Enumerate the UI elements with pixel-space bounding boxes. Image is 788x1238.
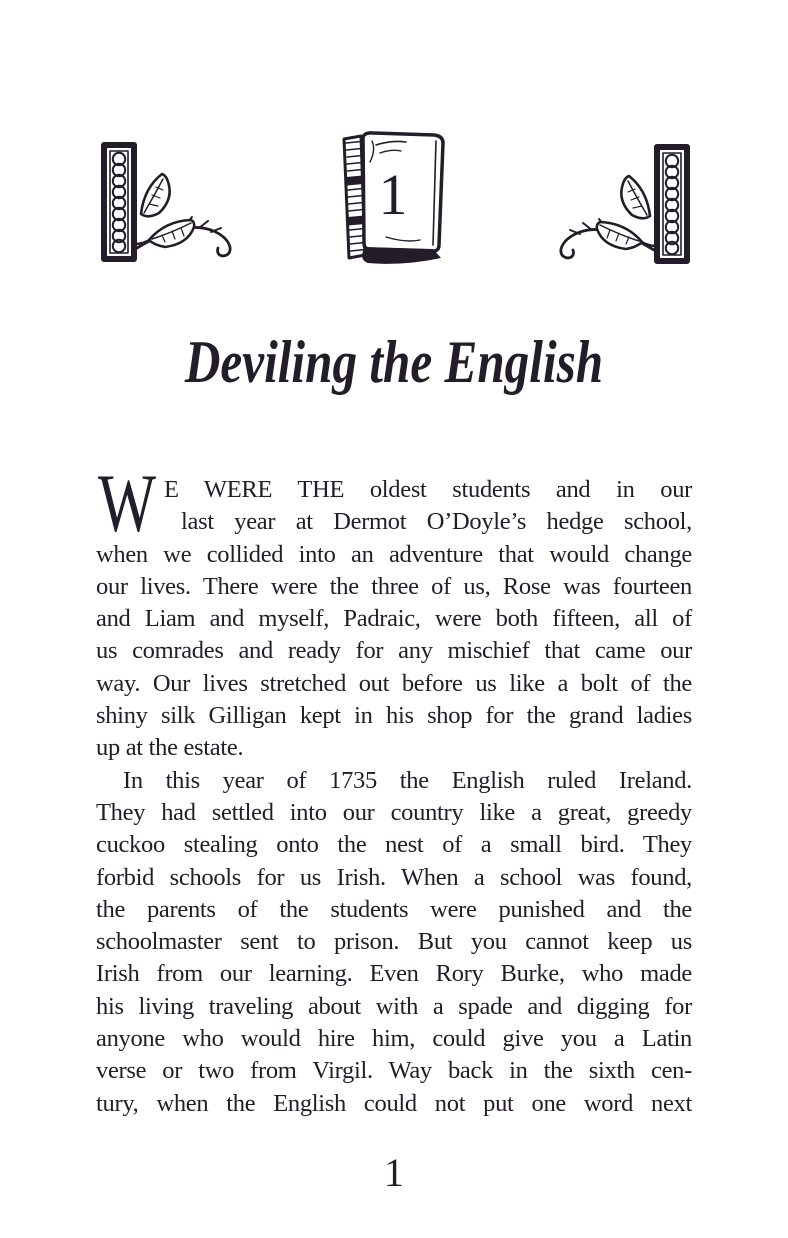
body-line: schoolmaster sent to prison. But you cannot keep us bbox=[96, 928, 692, 956]
body-line: E WERE THE oldest students and in our bbox=[164, 476, 692, 503]
celtic-knot-right-ornament-icon bbox=[552, 142, 692, 272]
body-line: anyone who would hire him, could give you a Latin bbox=[96, 1025, 692, 1053]
body-line: tury, when the English could not put one word next bbox=[96, 1089, 692, 1117]
celtic-knot-left-ornament-icon bbox=[99, 140, 239, 270]
body-line: verse or two from Virgil. Way back in the sixth cen- bbox=[96, 1057, 692, 1085]
body-line: way. Our lives stretched out before us like a bolt of the bbox=[96, 669, 692, 697]
body-line: shiny silk Gilligan kept in his shop for the grand ladies bbox=[96, 702, 692, 730]
body-line: our lives. There were the three of us, Rose was fourteen bbox=[96, 572, 692, 600]
body-line: up at the estate. bbox=[96, 734, 244, 762]
body-line: They had settled into our country like a great, greedy bbox=[96, 798, 692, 826]
body-line: Irish from our learning. Even Rory Burke, who made bbox=[96, 960, 692, 988]
body-line: cuckoo stealing onto the nest of a small bird. They bbox=[96, 831, 692, 859]
body-text bbox=[96, 474, 692, 1120]
body-line: forbid schools for us Irish. When a school was found, bbox=[96, 863, 692, 891]
dropcap-letter: W bbox=[98, 457, 156, 549]
body-line: and Liam and myself, Padraic, were both fifteen, all of bbox=[96, 605, 692, 633]
body-line: when we collided into an adventure that would change bbox=[96, 540, 692, 568]
body-line: last year at Dermot O’Doyle’s hedge school, bbox=[181, 508, 692, 536]
chapter-title: Deviling the English bbox=[184, 329, 604, 395]
body-line: In this year of 1735 the English ruled Ireland. bbox=[123, 766, 692, 794]
body-line: us comrades and ready for any mischief that came our bbox=[96, 637, 692, 665]
page-number: 1 bbox=[384, 1150, 404, 1195]
body-line: the parents of the students were punished and the bbox=[96, 895, 692, 923]
chapter-number: 1 bbox=[378, 162, 408, 227]
body-line: his living traveling about with a spade and digging for bbox=[96, 992, 692, 1020]
